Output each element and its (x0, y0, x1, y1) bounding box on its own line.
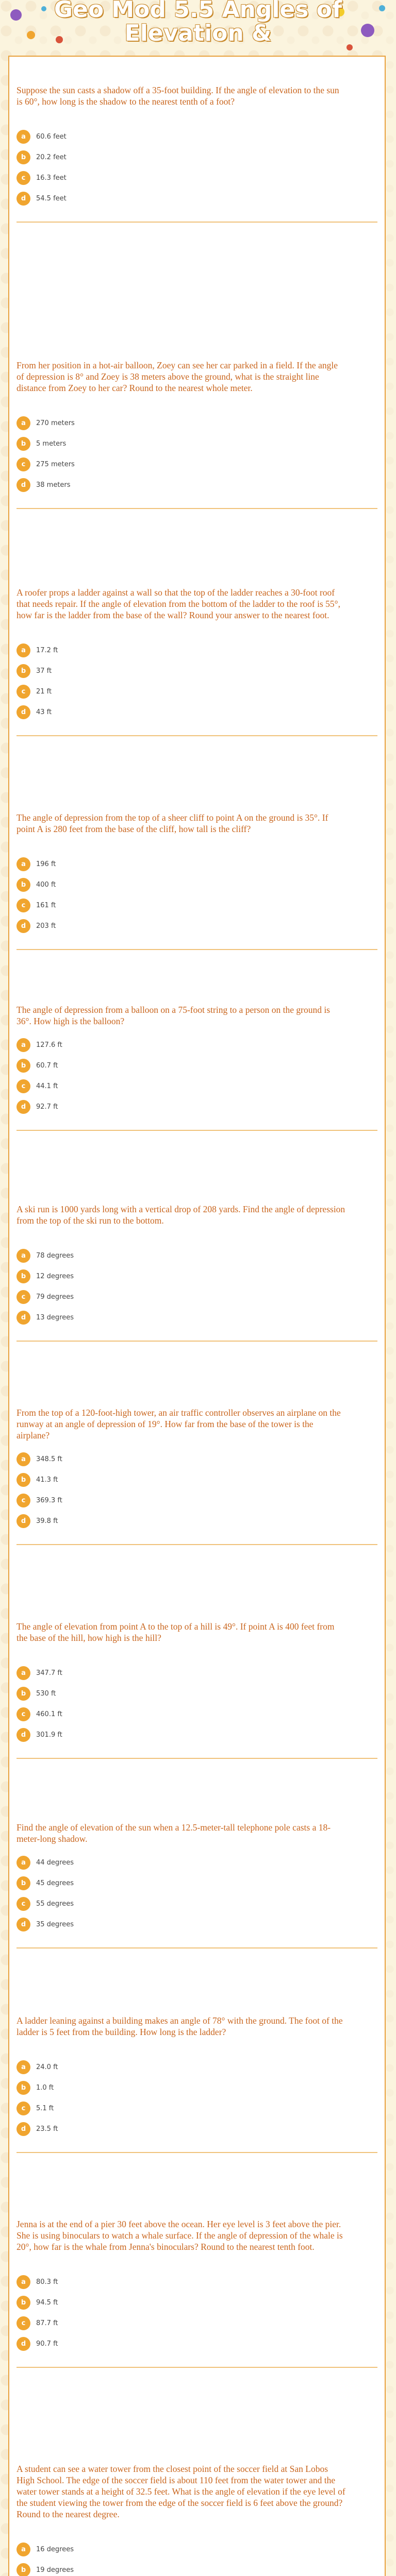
question-divider (16, 1758, 377, 1759)
question-text: A roofer props a ladder against a wall so that the top of the ladder reaches a 30-foot roof that needs repair. If the angle of elevation from the bottom of the ladder to the roof is 55°, how far is the ladder from the base of the wall? Round your answer to the nearest foot. (16, 587, 341, 620)
answer-choice[interactable] (16, 2543, 171, 2557)
answer-choice[interactable] (16, 1079, 171, 1094)
choice-label: 60.7 ft (36, 1062, 58, 1070)
question-text: From the top of a 120-foot-high tower, an air traffic controller observes an airplane on the runway at an angle of depression of 19°. How far from the base of the tower is the airplane? (16, 1408, 341, 1440)
choice-label: 17.2 ft (36, 647, 58, 654)
choice-letter-badge: d (16, 192, 30, 206)
choice-letter-badge: a (16, 1249, 30, 1263)
answer-choice[interactable] (16, 2102, 171, 2116)
choice-letter-badge: a (16, 1452, 30, 1466)
answer-choice[interactable] (16, 1269, 171, 1284)
choice-label: 87.7 ft (36, 2319, 58, 2327)
choice-label: 161 ft (36, 902, 56, 909)
choice-label: 5 meters (36, 440, 67, 448)
choice-letter-badge: d (16, 705, 30, 719)
choice-label: 43 ft (36, 708, 52, 716)
question-text: The angle of depression from a balloon on a 75-foot string to a person on the ground is 36°. How high is the balloon? (16, 1005, 330, 1026)
choice-letter-badge: b (16, 437, 30, 451)
question-text: The angle of depression from the top of a sheer cliff to point A on the ground is 35°. If point A is 280 feet from the base of the cliff, how tall is the cliff? (16, 812, 328, 834)
choice-label: 1.0 ft (36, 2084, 54, 2092)
choice-label: 203 ft (36, 922, 56, 930)
answer-choice[interactable] (16, 437, 171, 451)
question-text: The angle of elevation from point A to the top of a hill is 49°. If point A is 400 feet from the base of the hill, how high is the hill? (16, 1621, 335, 1643)
page-title: Geo Mod 5.5 Angles of Elevation & (54, 0, 342, 46)
answer-choice[interactable] (16, 1707, 171, 1722)
choice-letter-badge: d (16, 478, 30, 492)
choice-label: 12 degrees (36, 1273, 74, 1280)
answer-choice[interactable] (16, 899, 171, 913)
answer-choice[interactable] (16, 1059, 171, 1073)
answer-choice[interactable] (16, 878, 171, 892)
choice-label: 60.6 feet (36, 133, 67, 141)
choice-label: 24.0 ft (36, 2063, 58, 2071)
answer-choice[interactable] (16, 150, 171, 165)
choice-letter-badge: d (16, 2122, 30, 2136)
choice-label: 530 ft (36, 1690, 56, 1698)
answer-choice[interactable] (16, 2275, 171, 2290)
choice-label: 23.5 ft (36, 2125, 58, 2133)
choice-letter-badge: b (16, 1059, 30, 1073)
answer-choice[interactable] (16, 1100, 171, 1114)
decor-dot (27, 31, 35, 39)
answer-choice[interactable] (16, 664, 171, 679)
decor-dot (361, 24, 374, 37)
choice-label: 78 degrees (36, 1252, 74, 1260)
choice-label: 275 meters (36, 461, 75, 468)
choice-letter-badge: b (16, 2081, 30, 2095)
question-divider (16, 2152, 377, 2153)
answer-choice[interactable] (16, 192, 171, 206)
answer-choice[interactable] (16, 685, 171, 699)
question-divider (16, 1130, 377, 1131)
choice-letter-badge: a (16, 2060, 30, 2074)
question-text: From her position in a hot-air balloon, Zoey can see her car parked in a field. If the angle of depression is 8° and Zoey is 38 meters above the ground, what is the straight line distance from Zoey to her car? Round to the nearest whole meter. (16, 360, 338, 393)
answer-choice[interactable] (16, 1249, 171, 1263)
choice-letter-badge: b (16, 2563, 30, 2576)
answer-choice[interactable] (16, 2122, 171, 2137)
answer-choice[interactable] (16, 416, 171, 431)
choice-letter-badge: c (16, 899, 30, 912)
question-divider (16, 1544, 377, 1545)
answer-choice[interactable] (16, 1856, 171, 1870)
question-text: A ski run is 1000 yards long with a vertical drop of 208 yards. Find the angle of depression from the top of the ski run to the bottom. (16, 1204, 345, 1226)
choice-label: 55 degrees (36, 1900, 74, 1908)
choice-label: 90.7 ft (36, 2340, 58, 2348)
choice-letter-badge: b (16, 664, 30, 678)
question-text: Jenna is at the end of a pier 30 feet above the ocean. Her eye level is 3 feet above the pier. She is using binoculars to watch a whale surface. If the angle of depression of the whale is 20°, how far is the whale from Jenna's binoculars? Round to the nearest tenth foot. (16, 2219, 343, 2252)
question-divider (16, 508, 377, 509)
choice-letter-badge: d (16, 2337, 30, 2351)
choice-label: 19 degrees (36, 2566, 74, 2574)
choice-letter-badge: c (16, 457, 30, 471)
answer-choice[interactable] (16, 2081, 171, 2095)
choice-letter-badge: a (16, 416, 30, 430)
question-text: A student can see a water tower from the closest point of the soccer field at San Lobos High School. The edge of the soccer field is about 110 feet from the water tower and the water tower stands at a height of 32.5 feet. What is the angle of elevation if the eye level of the student viewing the tower from the edge of the soccer field is 6 feet above the ground? Round to the nearest degree. (16, 2464, 345, 2519)
question-divider (16, 735, 377, 736)
choice-letter-badge: d (16, 1728, 30, 1742)
choice-letter-badge: d (16, 919, 30, 933)
choice-letter-badge: a (16, 857, 30, 871)
choice-label: 460.1 ft (36, 1710, 62, 1718)
question-divider (16, 2367, 377, 2368)
choice-letter-badge: b (16, 878, 30, 892)
answer-choice[interactable] (16, 1290, 171, 1304)
question-divider (16, 949, 377, 950)
answer-choice[interactable] (16, 1038, 171, 1053)
answer-choice[interactable] (16, 1452, 171, 1467)
choice-label: 301.9 ft (36, 1731, 62, 1739)
answer-choice[interactable] (16, 2563, 171, 2576)
choice-label: 13 degrees (36, 1314, 74, 1321)
choice-label: 37 ft (36, 667, 52, 675)
choice-letter-badge: d (16, 1311, 30, 1325)
answer-choice[interactable] (16, 1311, 171, 1325)
choice-letter-badge: d (16, 1918, 30, 1931)
choice-label: 79 degrees (36, 1293, 74, 1301)
choice-label: 16.3 feet (36, 174, 67, 182)
decor-dot (41, 6, 46, 11)
choice-label: 5.1 ft (36, 2105, 54, 2112)
question-divider (16, 222, 377, 223)
choice-letter-badge: b (16, 1269, 30, 1283)
answer-choice[interactable] (16, 457, 171, 472)
choice-label: 21 ft (36, 688, 52, 696)
choice-letter-badge: c (16, 171, 30, 185)
choice-letter-badge: c (16, 1707, 30, 1721)
choice-letter-badge: b (16, 1687, 30, 1701)
choice-letter-badge: b (16, 1876, 30, 1890)
question-divider (16, 1947, 377, 1948)
choice-letter-badge: c (16, 1494, 30, 1507)
choice-label: 16 degrees (36, 2546, 74, 2553)
choice-label: 127.6 ft (36, 1041, 62, 1049)
answer-choice[interactable] (16, 130, 171, 144)
choice-label: 80.3 ft (36, 2278, 58, 2286)
choice-letter-badge: b (16, 150, 30, 164)
choice-label: 35 degrees (36, 1921, 74, 1928)
decor-dot (379, 5, 385, 11)
choice-label: 20.2 feet (36, 154, 67, 161)
choice-label: 196 ft (36, 860, 56, 868)
answer-choice[interactable] (16, 643, 171, 658)
choice-label: 41.3 ft (36, 1476, 58, 1484)
choice-label: 348.5 ft (36, 1455, 62, 1463)
answer-choice[interactable] (16, 1918, 171, 1932)
choice-label: 45 degrees (36, 1879, 74, 1887)
answer-choice[interactable] (16, 1473, 171, 1487)
choice-letter-badge: c (16, 1897, 30, 1911)
decor-dot (10, 9, 22, 21)
choice-label: 369.3 ft (36, 1497, 62, 1504)
decor-dot (346, 44, 353, 50)
answer-choice[interactable] (16, 2296, 171, 2310)
choice-letter-badge: d (16, 1100, 30, 1114)
choice-letter-badge: a (16, 1666, 30, 1680)
choice-label: 44 degrees (36, 1859, 74, 1867)
question-text: A ladder leaning against a building makes an angle of 78° with the ground. The foot of the ladder is 5 feet from the building. How long is the ladder? (16, 2015, 343, 2037)
choice-label: 39.8 ft (36, 1517, 58, 1525)
choice-letter-badge: c (16, 2102, 30, 2115)
choice-label: 400 ft (36, 881, 56, 889)
question-divider (16, 1341, 377, 1342)
choice-label: 347.7 ft (36, 1669, 62, 1677)
answer-choice[interactable] (16, 919, 171, 934)
question-text: Find the angle of elevation of the sun when a 12.5-meter-tall telephone pole casts a 18-meter-long shadow. (16, 1822, 331, 1844)
answer-choice[interactable] (16, 1728, 171, 1742)
choice-letter-badge: a (16, 1856, 30, 1870)
choice-letter-badge: a (16, 1038, 30, 1052)
answer-choice[interactable] (16, 1897, 171, 1911)
answer-choice[interactable] (16, 1687, 171, 1701)
choice-letter-badge: a (16, 130, 30, 144)
choice-letter-badge: a (16, 643, 30, 657)
answer-choice[interactable] (16, 857, 171, 872)
answer-choice[interactable] (16, 1514, 171, 1529)
choice-label: 92.7 ft (36, 1103, 58, 1111)
choice-label: 38 meters (36, 481, 71, 489)
choice-label: 270 meters (36, 419, 75, 427)
choice-label: 44.1 ft (36, 1082, 58, 1090)
answer-choice[interactable] (16, 2060, 171, 2075)
choice-letter-badge: a (16, 2543, 30, 2556)
question-text: Suppose the sun casts a shadow off a 35-foot building. If the angle of elevation to the sun is 60°, how long is the shadow to the nearest tenth of a foot? (16, 85, 339, 107)
worksheet-card (8, 56, 386, 2576)
answer-choice[interactable] (16, 1876, 171, 1891)
choice-letter-badge: c (16, 1290, 30, 1304)
answer-choice[interactable] (16, 2337, 171, 2351)
choice-letter-badge: c (16, 1079, 30, 1093)
answer-choice[interactable] (16, 1666, 171, 1681)
answer-choice[interactable] (16, 705, 171, 720)
choice-label: 54.5 feet (36, 195, 67, 202)
choice-letter-badge: a (16, 2275, 30, 2289)
answer-choice[interactable] (16, 2316, 171, 2331)
choice-letter-badge: c (16, 2316, 30, 2330)
choice-letter-badge: d (16, 1514, 30, 1528)
answer-choice[interactable] (16, 171, 171, 185)
answer-choice[interactable] (16, 478, 171, 493)
choice-label: 94.5 ft (36, 2299, 58, 2307)
answer-choice[interactable] (16, 1494, 171, 1508)
choice-letter-badge: b (16, 2296, 30, 2310)
choice-letter-badge: c (16, 685, 30, 699)
choice-letter-badge: b (16, 1473, 30, 1487)
